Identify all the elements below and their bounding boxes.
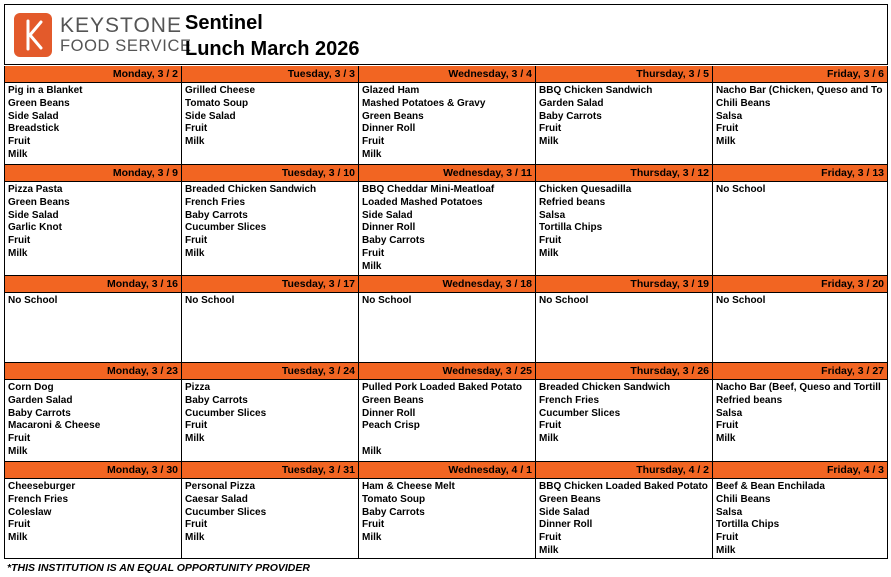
menu-items-list xyxy=(536,182,712,261)
menu-item: Milk xyxy=(362,260,382,272)
menu-item: Green Beans xyxy=(362,110,424,122)
menu-item: French Fries xyxy=(8,493,69,505)
menu-items-list xyxy=(182,83,358,149)
menu-item: Side Salad xyxy=(8,209,59,221)
menu-item: Dinner Roll xyxy=(362,407,416,419)
menu-item: Mashed Potatoes & Gravy xyxy=(362,97,486,109)
menu-items-list xyxy=(713,182,887,197)
menu-item: Caesar Salad xyxy=(185,493,248,505)
day-header: Tuesday, 3 / 31 xyxy=(182,462,358,479)
day-header: Tuesday, 3 / 17 xyxy=(182,276,358,293)
menu-item: Cucumber Slices xyxy=(185,506,267,518)
menu-item: Fruit xyxy=(716,420,739,432)
menu-item: Garden Salad xyxy=(539,97,604,109)
menu-item: Chili Beans xyxy=(716,97,771,109)
menu-item: Dinner Roll xyxy=(539,519,593,531)
menu-item: Dinner Roll xyxy=(362,123,416,135)
menu-item: Refried beans xyxy=(716,394,783,406)
menu-item: Personal Pizza xyxy=(185,481,256,492)
menu-items-list xyxy=(359,380,535,459)
menu-items-list xyxy=(182,182,358,261)
day-header: Monday, 3 / 9 xyxy=(5,165,181,182)
menu-item: French Fries xyxy=(539,394,600,406)
menu-items-list xyxy=(713,83,887,149)
menu-item: Fruit xyxy=(362,247,385,259)
day-header: Wednesday, 3 / 25 xyxy=(359,363,535,380)
equal-opportunity-notice: *THIS INSTITUTION IS AN EQUAL OPPORTUNITY PROVIDER xyxy=(7,562,310,574)
menu-item: Coleslaw xyxy=(8,506,52,518)
menu-item: Salsa xyxy=(716,506,743,518)
menu-item: Ham & Cheese Melt xyxy=(362,481,455,492)
day-cell xyxy=(535,165,712,276)
menu-item: Tortilla Chips xyxy=(716,519,780,531)
menu-items-list xyxy=(5,293,181,308)
day-header: Monday, 3 / 30 xyxy=(5,462,181,479)
day-header: Monday, 3 / 2 xyxy=(5,66,181,83)
day-cell xyxy=(712,276,888,363)
menu-item: No School xyxy=(716,184,766,195)
day-header: Tuesday, 3 / 3 xyxy=(182,66,358,83)
menu-items-list xyxy=(182,293,358,308)
menu-items-list xyxy=(713,479,887,558)
menu-item: French Fries xyxy=(185,196,246,208)
day-header: Wednesday, 3 / 18 xyxy=(359,276,535,293)
menu-item: BBQ Cheddar Mini-Meatloaf xyxy=(362,184,495,195)
menu-calendar-grid xyxy=(4,66,888,559)
menu-item: Macaroni & Cheese xyxy=(8,420,101,432)
menu-item: Milk xyxy=(362,532,382,544)
keystone-k-icon xyxy=(14,13,52,57)
menu-item: Glazed Ham xyxy=(362,85,420,96)
day-header: Monday, 3 / 23 xyxy=(5,363,181,380)
day-header: Monday, 3 / 16 xyxy=(5,276,181,293)
menu-item: Milk xyxy=(8,445,28,457)
day-cell xyxy=(181,276,358,363)
day-cell xyxy=(181,66,358,165)
menu-item: Fruit xyxy=(716,123,739,135)
menu-items-list xyxy=(359,182,535,274)
menu-title: Lunch March 2026 xyxy=(185,38,360,60)
day-header: Friday, 3 / 6 xyxy=(713,66,887,83)
day-cell xyxy=(712,66,888,165)
day-header: Wednesday, 4 / 1 xyxy=(359,462,535,479)
menu-item: Baby Carrots xyxy=(539,110,602,122)
day-header: Friday, 4 / 3 xyxy=(713,462,887,479)
menu-item: No School xyxy=(539,295,589,306)
logo-text-food-service: FOOD SERVICE xyxy=(60,37,192,55)
menu-items-list xyxy=(713,293,887,308)
day-header: Wednesday, 3 / 4 xyxy=(359,66,535,83)
menu-items-list xyxy=(359,479,535,545)
menu-item: No School xyxy=(8,295,58,306)
day-cell xyxy=(535,66,712,165)
menu-item: Breaded Chicken Sandwich xyxy=(539,382,671,393)
menu-item: Fruit xyxy=(185,235,208,247)
menu-item: Corn Dog xyxy=(8,382,54,393)
menu-item: Side Salad xyxy=(185,110,236,122)
menu-item: Green Beans xyxy=(362,394,424,406)
menu-item: Fruit xyxy=(185,123,208,135)
menu-item: Cheeseburger xyxy=(8,481,76,492)
menu-item xyxy=(362,433,532,446)
menu-item: Milk xyxy=(185,532,205,544)
menu-item: Fruit xyxy=(8,433,31,445)
day-cell xyxy=(4,276,181,363)
day-header: Friday, 3 / 27 xyxy=(713,363,887,380)
menu-item: Green Beans xyxy=(8,97,70,109)
menu-item: No School xyxy=(362,295,412,306)
menu-items-list xyxy=(713,380,887,446)
menu-item: Milk xyxy=(716,544,736,556)
menu-item: Fruit xyxy=(8,136,31,148)
menu-item: Milk xyxy=(8,148,28,160)
menu-item: Fruit xyxy=(539,420,562,432)
menu-item: Grilled Cheese xyxy=(185,85,256,96)
menu-item: Fruit xyxy=(539,235,562,247)
day-cell xyxy=(4,363,181,462)
menu-item: Fruit xyxy=(185,420,208,432)
menu-item: Milk xyxy=(539,433,559,445)
day-cell xyxy=(535,363,712,462)
menu-item: Fruit xyxy=(362,519,385,531)
menu-item: Baby Carrots xyxy=(362,235,425,247)
menu-items-list xyxy=(182,380,358,446)
menu-item: Fruit xyxy=(362,136,385,148)
logo-text-keystone: KEYSTONE xyxy=(60,14,182,37)
menu-item: No School xyxy=(185,295,235,306)
day-cell xyxy=(535,276,712,363)
day-cell xyxy=(535,462,712,559)
day-cell xyxy=(4,165,181,276)
day-cell xyxy=(4,462,181,559)
day-header: Tuesday, 3 / 10 xyxy=(182,165,358,182)
menu-item: Milk xyxy=(362,148,382,160)
menu-item: Tomato Soup xyxy=(185,97,249,109)
menu-items-list xyxy=(536,293,712,308)
day-cell xyxy=(358,462,535,559)
menu-item: Baby Carrots xyxy=(185,394,248,406)
menu-item: Milk xyxy=(539,247,559,259)
menu-item: Fruit xyxy=(539,532,562,544)
day-header: Friday, 3 / 20 xyxy=(713,276,887,293)
day-cell xyxy=(358,363,535,462)
menu-item: Cucumber Slices xyxy=(539,407,621,419)
menu-item: Breadstick xyxy=(8,123,60,135)
menu-item: Salsa xyxy=(539,209,566,221)
menu-item: Cucumber Slices xyxy=(185,222,267,234)
menu-item: Fruit xyxy=(185,519,208,531)
menu-item: Side Salad xyxy=(8,110,59,122)
day-cell xyxy=(181,363,358,462)
menu-item: Garlic Knot xyxy=(8,222,62,234)
menu-item: Loaded Mashed Potatoes xyxy=(362,196,483,208)
menu-item: Pizza Pasta xyxy=(8,184,63,195)
menu-item: Milk xyxy=(185,433,205,445)
menu-item: Milk xyxy=(539,544,559,556)
menu-items-list xyxy=(536,83,712,149)
day-cell xyxy=(712,462,888,559)
day-cell xyxy=(358,66,535,165)
menu-item: Breaded Chicken Sandwich xyxy=(185,184,317,195)
day-header: Thursday, 3 / 26 xyxy=(536,363,712,380)
menu-item: Pulled Pork Loaded Baked Potato xyxy=(362,382,523,393)
menu-item: Nacho Bar (Chicken, Queso and To xyxy=(716,85,883,96)
menu-item: Chicken Quesadilla xyxy=(539,184,632,195)
menu-header xyxy=(4,4,888,65)
menu-items-list xyxy=(359,293,535,308)
menu-item: Side Salad xyxy=(362,209,413,221)
menu-item: Nacho Bar (Beef, Queso and Tortill xyxy=(716,382,881,393)
menu-item: Milk xyxy=(362,445,382,457)
menu-item: Milk xyxy=(716,136,736,148)
menu-item: Baby Carrots xyxy=(362,506,425,518)
menu-item: Beef & Bean Enchilada xyxy=(716,481,825,492)
menu-item: No School xyxy=(716,295,766,306)
day-cell xyxy=(181,165,358,276)
menu-items-list xyxy=(5,83,181,162)
menu-item: Milk xyxy=(539,136,559,148)
menu-items-list xyxy=(5,182,181,261)
menu-item: Garden Salad xyxy=(8,394,73,406)
menu-item: BBQ Chicken Loaded Baked Potato xyxy=(539,481,708,492)
day-cell xyxy=(4,66,181,165)
menu-item: Green Beans xyxy=(539,493,601,505)
menu-item: Green Beans xyxy=(8,196,70,208)
menu-item: Milk xyxy=(8,532,28,544)
menu-item: Fruit xyxy=(8,235,31,247)
menu-item: Baby Carrots xyxy=(8,407,71,419)
menu-items-list xyxy=(182,479,358,545)
day-cell xyxy=(181,462,358,559)
day-header: Friday, 3 / 13 xyxy=(713,165,887,182)
menu-item: Milk xyxy=(185,247,205,259)
day-cell xyxy=(712,363,888,462)
menu-item: Milk xyxy=(185,136,205,148)
menu-item: Chili Beans xyxy=(716,493,771,505)
day-header: Thursday, 3 / 12 xyxy=(536,165,712,182)
menu-item: Dinner Roll xyxy=(362,222,416,234)
menu-item: Salsa xyxy=(716,110,743,122)
menu-items-list xyxy=(359,83,535,162)
menu-item: Salsa xyxy=(716,407,743,419)
day-cell xyxy=(358,276,535,363)
menu-item: Milk xyxy=(716,433,736,445)
menu-item: Milk xyxy=(8,247,28,259)
menu-item: Tomato Soup xyxy=(362,493,426,505)
day-header: Thursday, 3 / 5 xyxy=(536,66,712,83)
menu-item: Cucumber Slices xyxy=(185,407,267,419)
day-header: Thursday, 4 / 2 xyxy=(536,462,712,479)
menu-item: Side Salad xyxy=(539,506,590,518)
keystone-logo xyxy=(14,13,192,59)
menu-item: Baby Carrots xyxy=(185,209,248,221)
day-header: Thursday, 3 / 19 xyxy=(536,276,712,293)
menu-items-list xyxy=(5,479,181,545)
menu-item: Fruit xyxy=(539,123,562,135)
menu-item: Refried beans xyxy=(539,196,606,208)
day-cell xyxy=(712,165,888,276)
menu-item: Pig in a Blanket xyxy=(8,85,83,96)
menu-item: Peach Crisp xyxy=(362,420,420,432)
menu-items-list xyxy=(5,380,181,459)
menu-items-list xyxy=(536,479,712,558)
menu-item: Tortilla Chips xyxy=(539,222,603,234)
day-header: Wednesday, 3 / 11 xyxy=(359,165,535,182)
menu-item: Fruit xyxy=(8,519,31,531)
menu-item: Pizza xyxy=(185,382,211,393)
menu-items-list xyxy=(536,380,712,446)
menu-item: Fruit xyxy=(716,532,739,544)
day-cell xyxy=(358,165,535,276)
day-header: Tuesday, 3 / 24 xyxy=(182,363,358,380)
school-name: Sentinel xyxy=(185,12,263,34)
menu-item: BBQ Chicken Sandwich xyxy=(539,85,653,96)
